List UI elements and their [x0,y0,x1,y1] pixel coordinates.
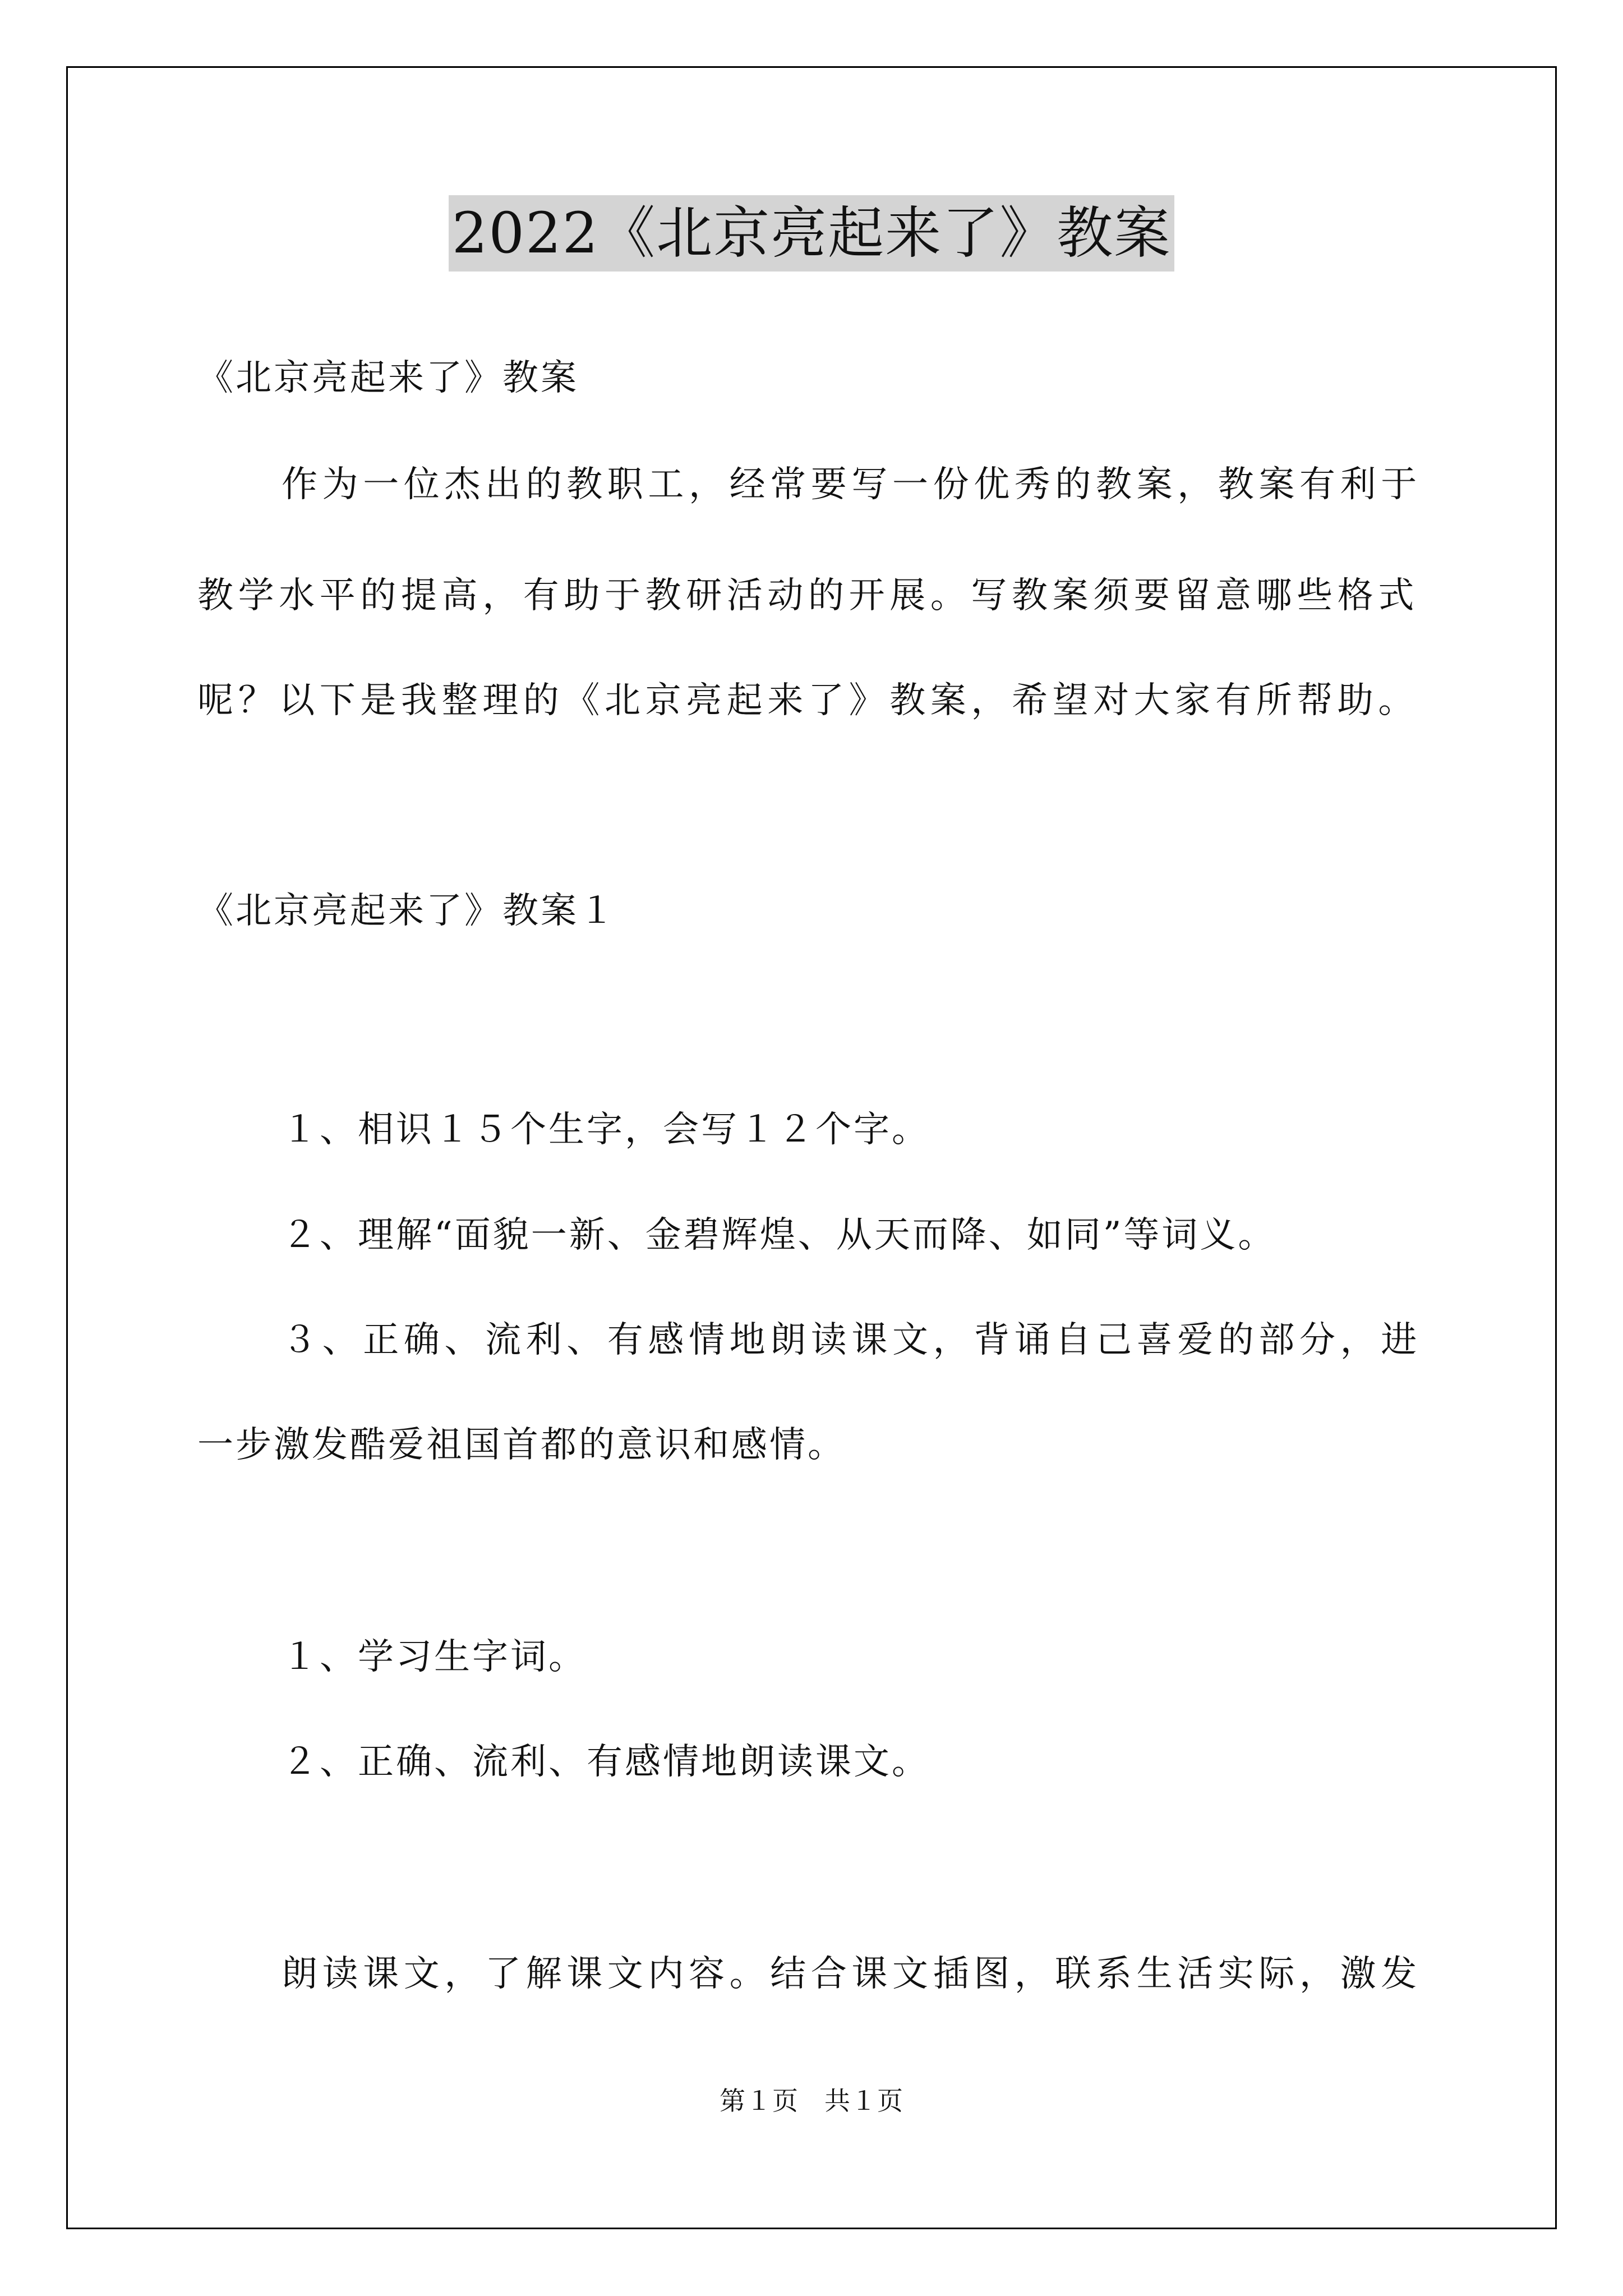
key-point-item-2: ２、正确、流利、有感情地朗读课文。 [282,1741,930,1783]
intro-line-3: 呢？以下是我整理的《北京亮起来了》教案，希望对大家有所帮助。 [197,680,1419,721]
intro-line-2: 教学水平的提高，有助于教研活动的开展。写教案须要留意哪些格式 [197,575,1419,616]
subtitle: 《北京亮起来了》教案 [197,357,579,399]
difficulty-paragraph: 朗读课文，了解课文内容。结合课文插图，联系生活实际，激发 [282,1953,1422,1995]
page-footer [0,2084,1623,2118]
goal-item-1: １、相识１５个生字，会写１２个字。 [282,1109,930,1151]
goal-item-3-continued: 一步激发酷爱祖国首都的意识和感情。 [197,1424,846,1466]
page-number: 第１页 [720,2086,799,2116]
intro-line-1: 作为一位杰出的教职工，经常要写一份优秀的教案，教案有利于 [282,464,1422,505]
page-total: 共１页 [824,2086,903,2116]
section-heading: 《北京亮起来了》教案１ [197,890,617,932]
document-title [0,195,1623,272]
key-point-item-1: １、学习生字词。 [282,1636,587,1678]
document-title-text: 2022《北京亮起来了》教案 [449,195,1175,272]
goal-item-3: ３、正确、流利、有感情地朗读课文，背诵自己喜爱的部分，进 [282,1319,1422,1361]
goal-item-2: ２、理解“面貌一新、金碧辉煌、从天而降、如同”等词义。 [282,1214,1276,1256]
